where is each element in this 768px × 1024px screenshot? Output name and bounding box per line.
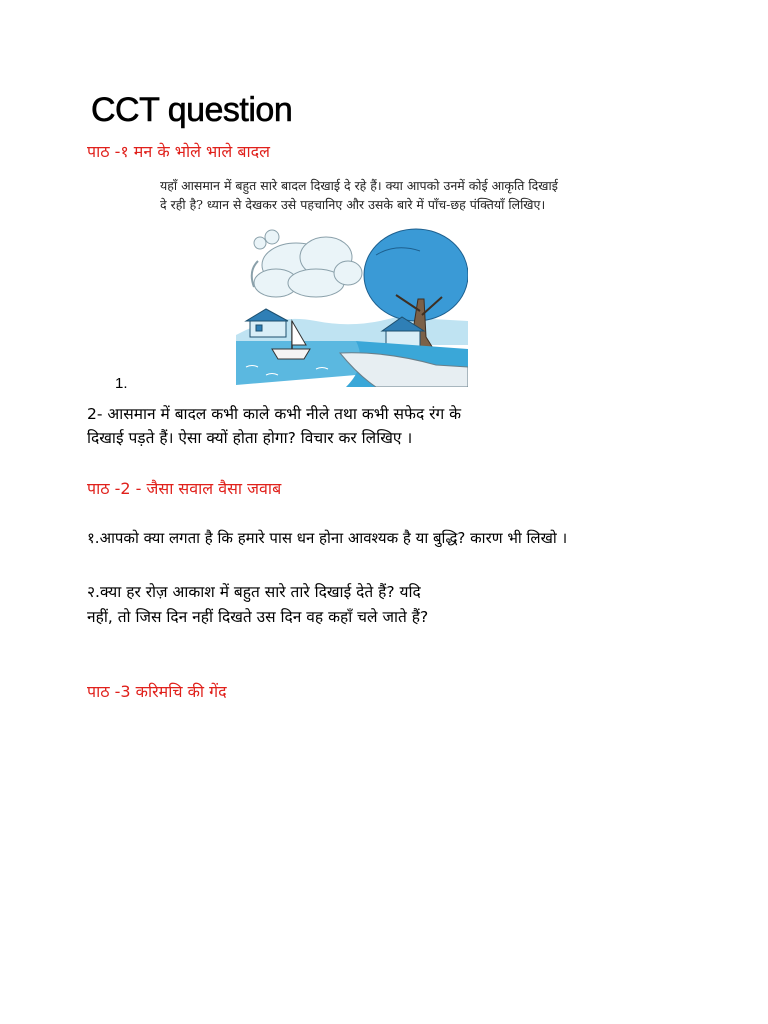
- lesson-2-question-2-line-1: २.क्या हर रोज़ आकाश में बहुत सारे तारे दिखाई देते हैं? यदि: [87, 583, 421, 601]
- figure-caption-line-2: दे रही है? ध्यान से देखकर उसे पहचानिए और उसके बारे में पाँच-छह पंक्तियाँ लिखिए।: [160, 197, 546, 212]
- lesson-3-heading: पाठ -3 करिमचि की गेंद: [87, 682, 227, 701]
- figure-caption-line-1: यहाँ आसमान में बहुत सारे बादल दिखाई दे रहे हैं। क्या आपको उनमें कोई आकृति दिखाई: [160, 178, 558, 193]
- figure-caption: [160, 176, 600, 214]
- lesson-2-question-2-line-2: नहीं, तो जिस दिन नहीं दिखते उस दिन वह कहाँ चले जाते हैं?: [87, 608, 429, 626]
- lesson-1-question-2-line-1: 2- आसमान में बादल कभी काले कभी नीले तथा कभी सफेद रंग के: [87, 405, 462, 423]
- lesson-2-question-1: १.आपको क्या लगता है कि हमारे पास धन होना आवश्यक है या बुद्धि? कारण भी लिखो ।: [87, 529, 568, 547]
- lesson-1-question-2-line-2: दिखाई पड़ते हैं। ऐसा क्यों होता होगा? विचार कर लिखिए ।: [87, 429, 413, 447]
- lesson-1-heading: पाठ -१ मन के भोले भाले बादल: [87, 142, 270, 161]
- page-title: CCT question: [91, 91, 293, 129]
- lesson-1-question-1-number: 1.: [115, 375, 128, 392]
- lesson-2-heading: पाठ -2 - जैसा सवाल वैसा जवाब: [87, 479, 282, 498]
- clouds-landscape-illustration: [236, 225, 468, 387]
